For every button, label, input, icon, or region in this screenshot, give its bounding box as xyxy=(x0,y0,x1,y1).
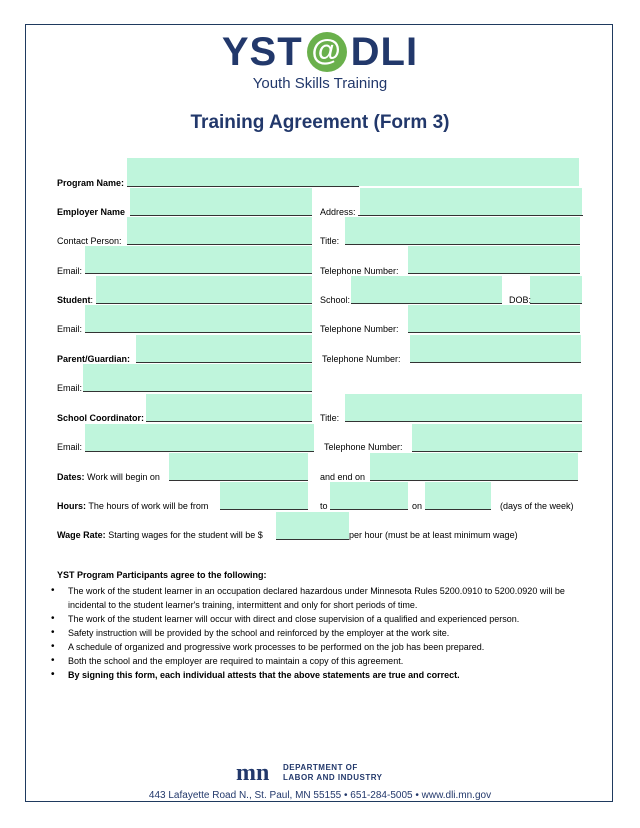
title-field-2[interactable] xyxy=(345,394,582,422)
contact-person-field[interactable] xyxy=(127,217,312,245)
parent-guardian-label: Parent/Guardian: xyxy=(57,354,131,364)
wage-field[interactable] xyxy=(276,512,349,540)
telephone-label-1: Telephone Number: xyxy=(320,266,399,276)
email-label-2: Email: xyxy=(57,324,83,334)
title-label-1: Title: xyxy=(320,236,340,246)
logo-subtitle: Youth Skills Training xyxy=(252,75,388,92)
email-label-1: Email: xyxy=(57,266,83,276)
dept-line-2: LABOR AND INDUSTRY xyxy=(283,773,383,782)
agreement-list xyxy=(50,584,580,682)
parent-guardian-field[interactable] xyxy=(136,335,312,363)
email-field-1[interactable] xyxy=(85,246,312,274)
student-label: Student: xyxy=(57,295,94,305)
dob-field[interactable] xyxy=(530,276,582,304)
agreement-item: • Safety instruction will be provided by the school and reinforced by the employer at the work site. xyxy=(50,626,580,640)
program-name-field[interactable] xyxy=(127,158,579,186)
school-coordinator-field[interactable] xyxy=(146,394,312,422)
mn-logo-icon: mn xyxy=(236,760,270,786)
on-label: on xyxy=(412,501,423,511)
start-date-field[interactable] xyxy=(169,453,308,481)
school-label: School: xyxy=(320,295,351,305)
to-label: to xyxy=(320,501,328,511)
page-title: Training Agreement (Form 3) xyxy=(190,112,450,133)
hours-from-field[interactable] xyxy=(220,482,308,510)
telephone-label-2: Telephone Number: xyxy=(320,324,399,334)
hours-label: Hours: The hours of work will be from xyxy=(57,501,209,511)
title-field-1[interactable] xyxy=(345,217,580,245)
address-label: Address: xyxy=(320,207,356,217)
address-field[interactable] xyxy=(360,188,582,216)
logo-dli: DLI xyxy=(350,30,419,74)
contact-person-label: Contact Person: xyxy=(57,236,122,246)
email-field-2[interactable] xyxy=(85,305,312,333)
yst-dli-logo xyxy=(0,30,640,74)
days-label: (days of the week) xyxy=(500,501,574,511)
employer-name-label: Employer Name xyxy=(57,207,126,217)
email-field-4[interactable] xyxy=(85,424,314,452)
dept-name xyxy=(283,763,383,783)
email-label-4: Email: xyxy=(57,442,83,452)
logo-yst: YST xyxy=(221,30,303,74)
school-coordinator-label: School Coordinator: xyxy=(57,413,144,423)
agreement-item: • A schedule of organized and progressive work processes to be performed on the job has been prepared. xyxy=(50,640,580,654)
telephone-field-2[interactable] xyxy=(408,305,580,333)
telephone-field-3[interactable] xyxy=(410,335,581,363)
email-field-3[interactable] xyxy=(83,364,312,392)
telephone-field-4[interactable] xyxy=(412,424,582,452)
logo-at-icon: @ xyxy=(307,32,347,72)
agreement-item: • The work of the student learner in an occupation declared hazardous under Minnesota Rules 5200.0910 to 5200.0920 will be incidental to the student learner's training, intermittent and only for short periods of time. xyxy=(50,584,580,612)
agreement-item: • The work of the student learner will occur with direct and close supervision of a qualified and experienced person. xyxy=(50,612,580,626)
hours-to-field[interactable] xyxy=(330,482,408,510)
dob-label: DOB: xyxy=(509,295,532,305)
telephone-label-3: Telephone Number: xyxy=(322,354,401,364)
end-on-label: and end on xyxy=(320,472,366,482)
telephone-label-4: Telephone Number: xyxy=(324,442,403,452)
agreement-item: • By signing this form, each individual attests that the above statements are true and correct. xyxy=(50,668,580,682)
wage-label: Wage Rate: Starting wages for the student will be $ xyxy=(57,530,263,540)
school-field[interactable] xyxy=(351,276,502,304)
footer-address: 443 Lafayette Road N., St. Paul, MN 55155 • 651-284-5005 • www.dli.mn.gov xyxy=(148,790,492,801)
student-field[interactable] xyxy=(96,276,312,304)
dates-label: Dates: Work will begin on xyxy=(57,472,160,482)
agreement-item: • Both the school and the employer are required to maintain a copy of this agreement. xyxy=(50,654,580,668)
wage-after-label: per hour (must be at least minimum wage) xyxy=(349,530,518,540)
telephone-field-1[interactable] xyxy=(408,246,580,274)
agreement-heading: YST Program Participants agree to the following: xyxy=(57,570,267,580)
program-name-label: Program Name: xyxy=(57,178,125,188)
title-label-2: Title: xyxy=(320,413,340,423)
days-of-week-field[interactable] xyxy=(425,482,491,510)
employer-name-field[interactable] xyxy=(130,188,312,216)
dept-line-1: DEPARTMENT OF xyxy=(283,763,358,772)
end-date-field[interactable] xyxy=(370,453,578,481)
email-label-3: Email: xyxy=(57,383,83,393)
